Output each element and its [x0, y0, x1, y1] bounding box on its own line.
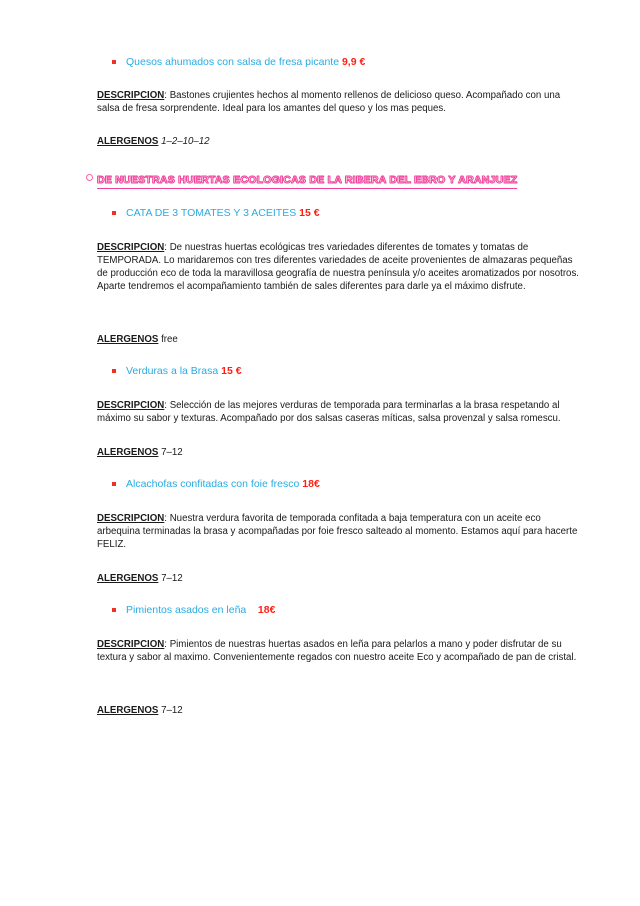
menu-item-verduras: [0, 364, 640, 379]
description-label: DESCRIPCION: [97, 638, 165, 650]
allergens-value: 7–12: [161, 704, 183, 716]
allergens-quesos: [0, 135, 640, 148]
description-text: Nuestra verdura favorita de temporada confitada a baja temperatura con un aceite eco arbequina terminadas la brasa y acompañadas por foie fresco salteado al momento. Estamos aquí para hacerte FELIZ.: [97, 512, 578, 550]
description-text: Bastones crujientes hechos al momento rellenos de delicioso queso. Acompañado con una salsa de fresa sorprendente. Ideal para los amantes del queso y los mas peques.: [97, 90, 561, 114]
allergens-value: 7–12: [161, 446, 183, 458]
menu-item-price: 15 €: [221, 364, 242, 377]
menu-item-name: Verduras a la Brasa: [126, 364, 222, 377]
allergens-alcachofas: [0, 572, 640, 585]
square-bullet-icon: [112, 60, 116, 64]
description-quesos: [0, 89, 640, 115]
description-separator: :: [164, 90, 170, 101]
menu-item-name: Quesos ahumados con salsa de fresa picante: [126, 56, 342, 68]
description-alcachofas: [0, 512, 640, 551]
description-label: DESCRIPCION: [97, 241, 165, 253]
square-bullet-icon: [112, 369, 116, 373]
menu-item-price: 18€: [257, 603, 276, 616]
allergens-label: ALERGENOS: [97, 333, 159, 345]
category-heading: DE NUESTRAS HUERTAS ECOLOGICAS DE LA RIBERA DEL EBRO Y ARANJUEZ: [97, 173, 517, 189]
allergens-label: ALERGENOS: [97, 704, 159, 716]
description-label: DESCRIPCION: [97, 90, 165, 101]
description-verduras: [0, 399, 640, 425]
description-separator: :: [164, 399, 170, 411]
menu-item-name: Pimientos asados en leña: [126, 603, 258, 616]
menu-item-name: CATA DE 3 TOMATES Y 3 ACEITES: [126, 206, 300, 219]
allergens-label: ALERGENOS: [97, 446, 159, 458]
menu-item-quesos: [0, 55, 640, 70]
circle-bullet-icon: [86, 174, 93, 181]
allergens-value: free: [161, 333, 178, 345]
description-text: De nuestras huertas ecológicas tres variedades diferentes de tomates y tomatas de TEMPORADA. Lo maridaremos con tres diferentes variedades de aceite provenientes de almazaras pequeñas de producción eco de toda la maravillosa geografía de nuestra península y/o aceites aromatizados por nosotros. Aparte tendremos el acompañamiento también de sales diferentes para darle ya el máximo disfrute.: [97, 241, 579, 292]
menu-item-name: Alcachofas confitadas con foie fresco: [126, 477, 303, 490]
allergens-label: ALERGENOS: [97, 136, 159, 147]
description-cata: [0, 241, 640, 293]
menu-item-price: 9,9 €: [341, 56, 366, 68]
allergens-value: 7–12: [161, 572, 183, 584]
allergens-label: ALERGENOS: [97, 572, 159, 584]
description-text: Pimientos de nuestras huertas asados en leña para pelarlos a mano y poder disfrutar de su textura y sabor al maximo. Convenientemente regados con nuestro aceite Eco y acompañado de pan de cristal.: [97, 638, 577, 663]
description-pimientos: [0, 638, 640, 664]
description-separator: :: [164, 241, 170, 253]
description-label: DESCRIPCION: [97, 512, 165, 524]
description-label: DESCRIPCION: [97, 399, 165, 411]
menu-item-cata: [0, 206, 640, 221]
allergens-cata: [0, 333, 640, 346]
menu-item-price: 15 €: [299, 206, 320, 219]
allergens-pimientos: [0, 704, 640, 717]
allergens-value: 1–2–10–12: [161, 136, 210, 147]
description-text: Selección de las mejores verduras de temporada para terminarlas a la brasa respetando al máximo su sabor y texturas. Acompañado por dos salsas caseras míticas, salsa provenzal y salsa romescu.: [97, 399, 561, 424]
category-heading-row: [0, 170, 640, 189]
square-bullet-icon: [112, 482, 116, 486]
description-separator: :: [164, 512, 170, 524]
menu-item-pimientos: [0, 603, 640, 618]
menu-item-price: 18€: [302, 477, 320, 490]
description-separator: :: [164, 638, 170, 650]
allergens-verduras: [0, 446, 640, 459]
square-bullet-icon: [112, 211, 116, 215]
square-bullet-icon: [112, 608, 116, 612]
menu-item-alcachofas: [0, 477, 640, 492]
